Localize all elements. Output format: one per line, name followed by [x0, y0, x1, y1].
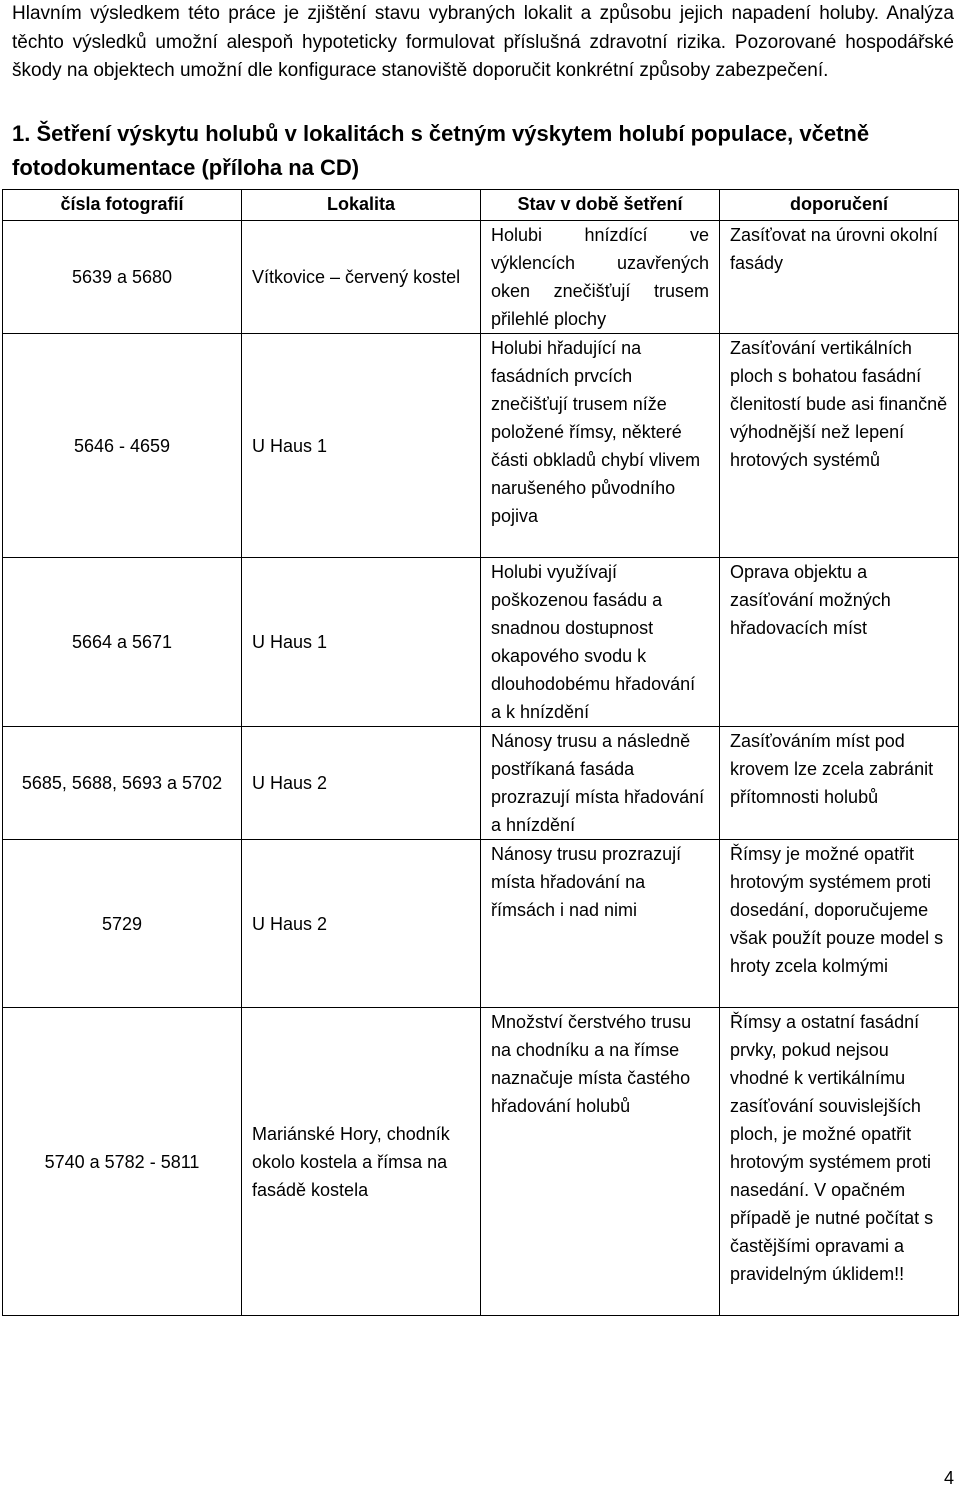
header-photos: čísla fotografií — [3, 190, 242, 221]
cell-location: U Haus 1 — [242, 334, 481, 558]
cell-state: Nánosy trusu a následně postříkaná fasáda prozrazují místa hřadování a hnízdění — [481, 727, 720, 840]
header-location: Lokalita — [242, 190, 481, 221]
survey-table — [2, 189, 959, 1316]
cell-recommendation: Oprava objektu a zasíťování možných hřadovacích míst — [720, 558, 959, 727]
table-row — [3, 727, 959, 840]
cell-recommendation: Římsy je možné opatřit hrotovým systémem proti dosedání, doporučujeme však použít pouze model s hroty zcela kolmými — [720, 840, 959, 1008]
cell-location: U Haus 2 — [242, 727, 481, 840]
header-state: Stav v době šetření — [481, 190, 720, 221]
cell-photos: 5646 - 4659 — [3, 334, 242, 558]
table-header-row — [3, 190, 959, 221]
cell-photos: 5664 a 5671 — [3, 558, 242, 727]
table-row — [3, 840, 959, 1008]
cell-state: Holubi hřadující na fasádních prvcích znečišťují trusem níže položené římsy, některé části obkladů chybí vlivem narušeného původního pojiva — [481, 334, 720, 558]
table-row — [3, 1008, 959, 1316]
cell-state: Nánosy trusu prozrazují místa hřadování na římsách i nad nimi — [481, 840, 720, 1008]
table-row — [3, 558, 959, 727]
cell-location: Vítkovice – červený kostel — [242, 221, 481, 334]
header-recommendation: doporučení — [720, 190, 959, 221]
cell-recommendation: Zasíťovat na úrovni okolní fasády — [720, 221, 959, 334]
cell-photos: 5740 a 5782 - 5811 — [3, 1008, 242, 1316]
intro-paragraph: Hlavním výsledkem této práce je zjištění stavu vybraných lokalit a způsobu jejich napadení holuby. Analýza těchto výsledků umožní alespoň hypoteticky formulovat příslušná zdravotní rizika. Pozorované hospodářské škody na objektech umožní dle konfigurace stanoviště doporučit konkrétní způsoby zabezpečení. — [12, 3, 954, 81]
cell-location: U Haus 2 — [242, 840, 481, 1008]
cell-state: Holubi využívají poškozenou fasádu a snadnou dostupnost okapového svodu k dlouhodobému hřadování a k hnízdění — [481, 558, 720, 727]
cell-state: Holubi hnízdící ve výklencích uzavřených oken znečišťují trusem přilehlé plochy — [481, 221, 720, 334]
cell-photos: 5685, 5688, 5693 a 5702 — [3, 727, 242, 840]
cell-location: U Haus 1 — [242, 558, 481, 727]
table-row — [3, 334, 959, 558]
table-row — [3, 221, 959, 334]
cell-photos: 5729 — [3, 840, 242, 1008]
cell-recommendation: Zasíťováním míst pod krovem lze zcela zabránit přítomnosti holubů — [720, 727, 959, 840]
cell-location: Mariánské Hory, chodník okolo kostela a římsa na fasádě kostela — [242, 1008, 481, 1316]
cell-photos: 5639 a 5680 — [3, 221, 242, 334]
cell-recommendation: Zasíťování vertikálních ploch s bohatou fasádní členitostí bude asi finančně výhodnější než lepení hrotových systémů — [720, 334, 959, 558]
cell-recommendation: Římsy a ostatní fasádní prvky, pokud nejsou vhodné k vertikálnímu zasíťování souvislejších ploch, je možné opatřit hrotovým systémem proti nasedání. V opačném případě je nutné počítat s častějšími opravami a pravidelným úklidem!! — [720, 1008, 959, 1316]
section-heading: 1. Šetření výskytu holubů v lokalitách s četným výskytem holubí populace, včetně fotodokumentace (příloha na CD) — [12, 121, 870, 180]
page-number: 4 — [943, 1468, 954, 1488]
cell-state: Množství čerstvého trusu na chodníku a na římse naznačuje místa častého hřadování holubů — [481, 1008, 720, 1316]
